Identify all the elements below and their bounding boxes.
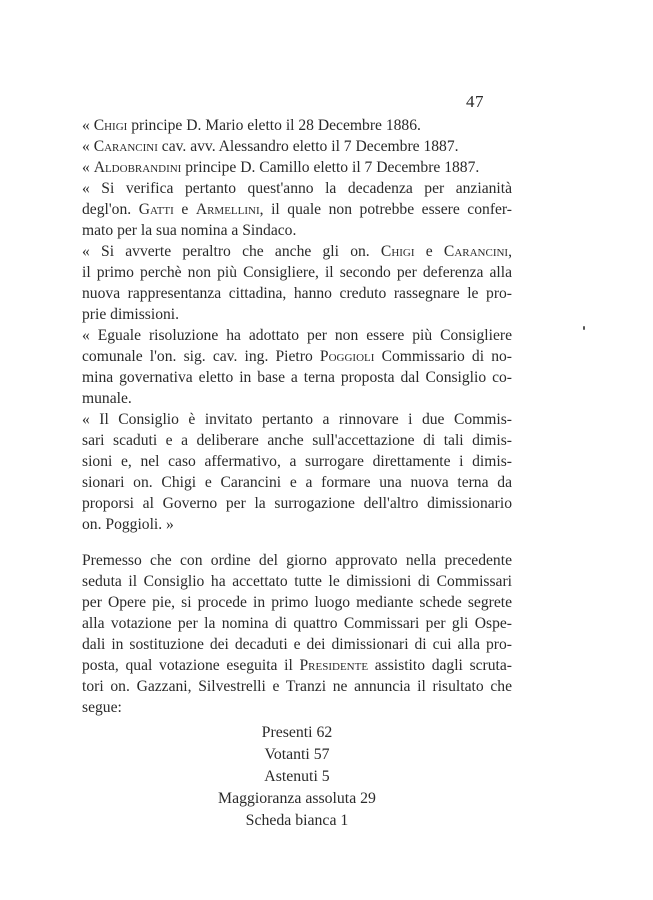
proper-name: Carancini — [93, 138, 158, 155]
result-line: Scheda bianca 1 — [245, 812, 349, 829]
text-line — [82, 220, 512, 241]
text-run: « — [82, 138, 94, 155]
text-line — [82, 283, 512, 304]
text-run: , — [508, 243, 513, 260]
text-run: assistito dagli scruta- — [368, 657, 512, 674]
paragraph — [82, 115, 512, 136]
text-line — [82, 115, 512, 136]
text-run: prie dimissioni. — [82, 306, 180, 323]
result-line: Astenuti 5 — [264, 768, 330, 785]
text-run: proporsi al Governo per la surrogazione dell'altro dimissionario — [82, 495, 512, 512]
text-line — [82, 157, 512, 178]
paragraph — [82, 178, 512, 241]
text-line — [82, 472, 512, 493]
text-line — [82, 241, 512, 262]
text-run: mato per la sua nomina a Sindaco. — [82, 222, 297, 239]
text-run: Premesso che con ordine del giorno approvato nella precedente — [82, 552, 512, 569]
proper-name: Chigi — [380, 243, 415, 260]
text-run: seduta il Consiglio ha accettato tutte le dimissioni di Commissari — [82, 573, 512, 590]
text-run: « Si avverte peraltro che anche gli on. — [82, 243, 381, 260]
paragraph — [82, 325, 512, 409]
text-run: il primo perchè non più Consigliere, il secondo per deferenza alla — [82, 264, 512, 281]
result-line: Presenti 62 — [261, 724, 333, 741]
text-line — [82, 655, 512, 676]
text-line — [82, 451, 512, 472]
text-run: alla votazione per la nomina di quattro Commissari per gli Ospe- — [82, 615, 512, 632]
page-number: 47 — [466, 92, 484, 111]
proper-name: Presidente — [299, 657, 369, 674]
text-run: , il quale non potrebbe essere confer- — [259, 201, 513, 218]
text-line — [82, 304, 512, 325]
text-run: sionari on. Chigi e Carancini e a formare una nuova terna da — [82, 474, 512, 491]
text-run: sari scaduti e a deliberare anche sull'accettazione di tali dimis- — [82, 432, 512, 449]
text-run: segue: — [82, 699, 122, 716]
text-run: on. Poggioli. » — [82, 516, 174, 533]
voting-results — [82, 722, 512, 832]
text-line — [82, 634, 512, 655]
text-line — [82, 592, 512, 613]
text-run: « Il Consiglio è invitato pertanto a rinnovare i due Commis- — [82, 411, 512, 428]
text-line — [82, 262, 512, 283]
paragraph-gap — [82, 535, 512, 550]
text-line — [82, 697, 512, 718]
text-line — [82, 388, 512, 409]
text-run: sioni e, nel caso affermativo, a surrogare direttamente i dimis- — [82, 453, 512, 470]
proper-name: Aldobrandini — [93, 159, 182, 176]
text-line — [82, 493, 512, 514]
text-run: per Opere pie, si procede in primo luogo mediante schede segrete — [82, 594, 512, 611]
text-run: « — [82, 117, 94, 134]
text-line — [82, 199, 512, 220]
paragraph — [82, 550, 512, 718]
text-run: principe D. Camillo eletto il 7 Decembre 1887. — [181, 159, 480, 176]
page-speck — [583, 326, 585, 330]
text-line — [82, 571, 512, 592]
text-line — [82, 409, 512, 430]
text-run: tori on. Gazzani, Silvestrelli e Tranzi ne annuncia il risultato che — [82, 678, 512, 695]
text-run: e — [414, 243, 444, 260]
text-run: « Eguale risoluzione ha adottato per non essere più Consigliere — [82, 327, 512, 344]
text-line — [82, 136, 512, 157]
text-run: « Si verifica pertanto quest'anno la decadenza per anzianità — [82, 180, 512, 197]
text-run: comunale l'on. sig. cav. ing. Pietro — [82, 348, 320, 365]
text-run: e — [173, 201, 196, 218]
text-line — [82, 514, 512, 535]
text-line — [82, 550, 512, 571]
result-line: Votanti 57 — [264, 746, 330, 763]
text-line — [82, 430, 512, 451]
body-text — [82, 115, 512, 832]
text-run: degl'on. — [82, 201, 139, 218]
text-line — [82, 613, 512, 634]
text-run: principe D. Mario eletto il 28 Decembre 1886. — [127, 117, 421, 134]
proper-name: Carancini — [443, 243, 509, 260]
result-line: Maggioranza assoluta 29 — [218, 790, 376, 807]
text-line — [82, 346, 512, 367]
paragraph — [82, 136, 512, 157]
text-run: Commissario di no- — [374, 348, 512, 365]
text-run: munale. — [82, 390, 132, 407]
text-line — [82, 367, 512, 388]
proper-name: Armellini — [195, 201, 260, 218]
text-run: dali in sostituzione dei decaduti e dei dimissionari di cui alla pro- — [82, 636, 512, 653]
paragraph — [82, 409, 512, 535]
paragraph — [82, 241, 512, 325]
text-line — [82, 325, 512, 346]
text-run: cav. avv. Alessandro eletto il 7 Decembre 1887. — [157, 138, 459, 155]
paragraph — [82, 157, 512, 178]
text-line — [82, 178, 512, 199]
proper-name: Poggioli — [319, 348, 375, 365]
text-run: mina governativa eletto in base a terna proposta dal Consiglio co- — [82, 369, 512, 386]
proper-name: Chigi — [93, 117, 128, 134]
text-run: « — [82, 159, 94, 176]
text-run: nuova rappresentanza cittadina, hanno creduto rassegnare le pro- — [82, 285, 512, 302]
text-run: posta, qual votazione eseguita il — [82, 657, 300, 674]
text-line — [82, 676, 512, 697]
proper-name: Gatti — [138, 201, 174, 218]
